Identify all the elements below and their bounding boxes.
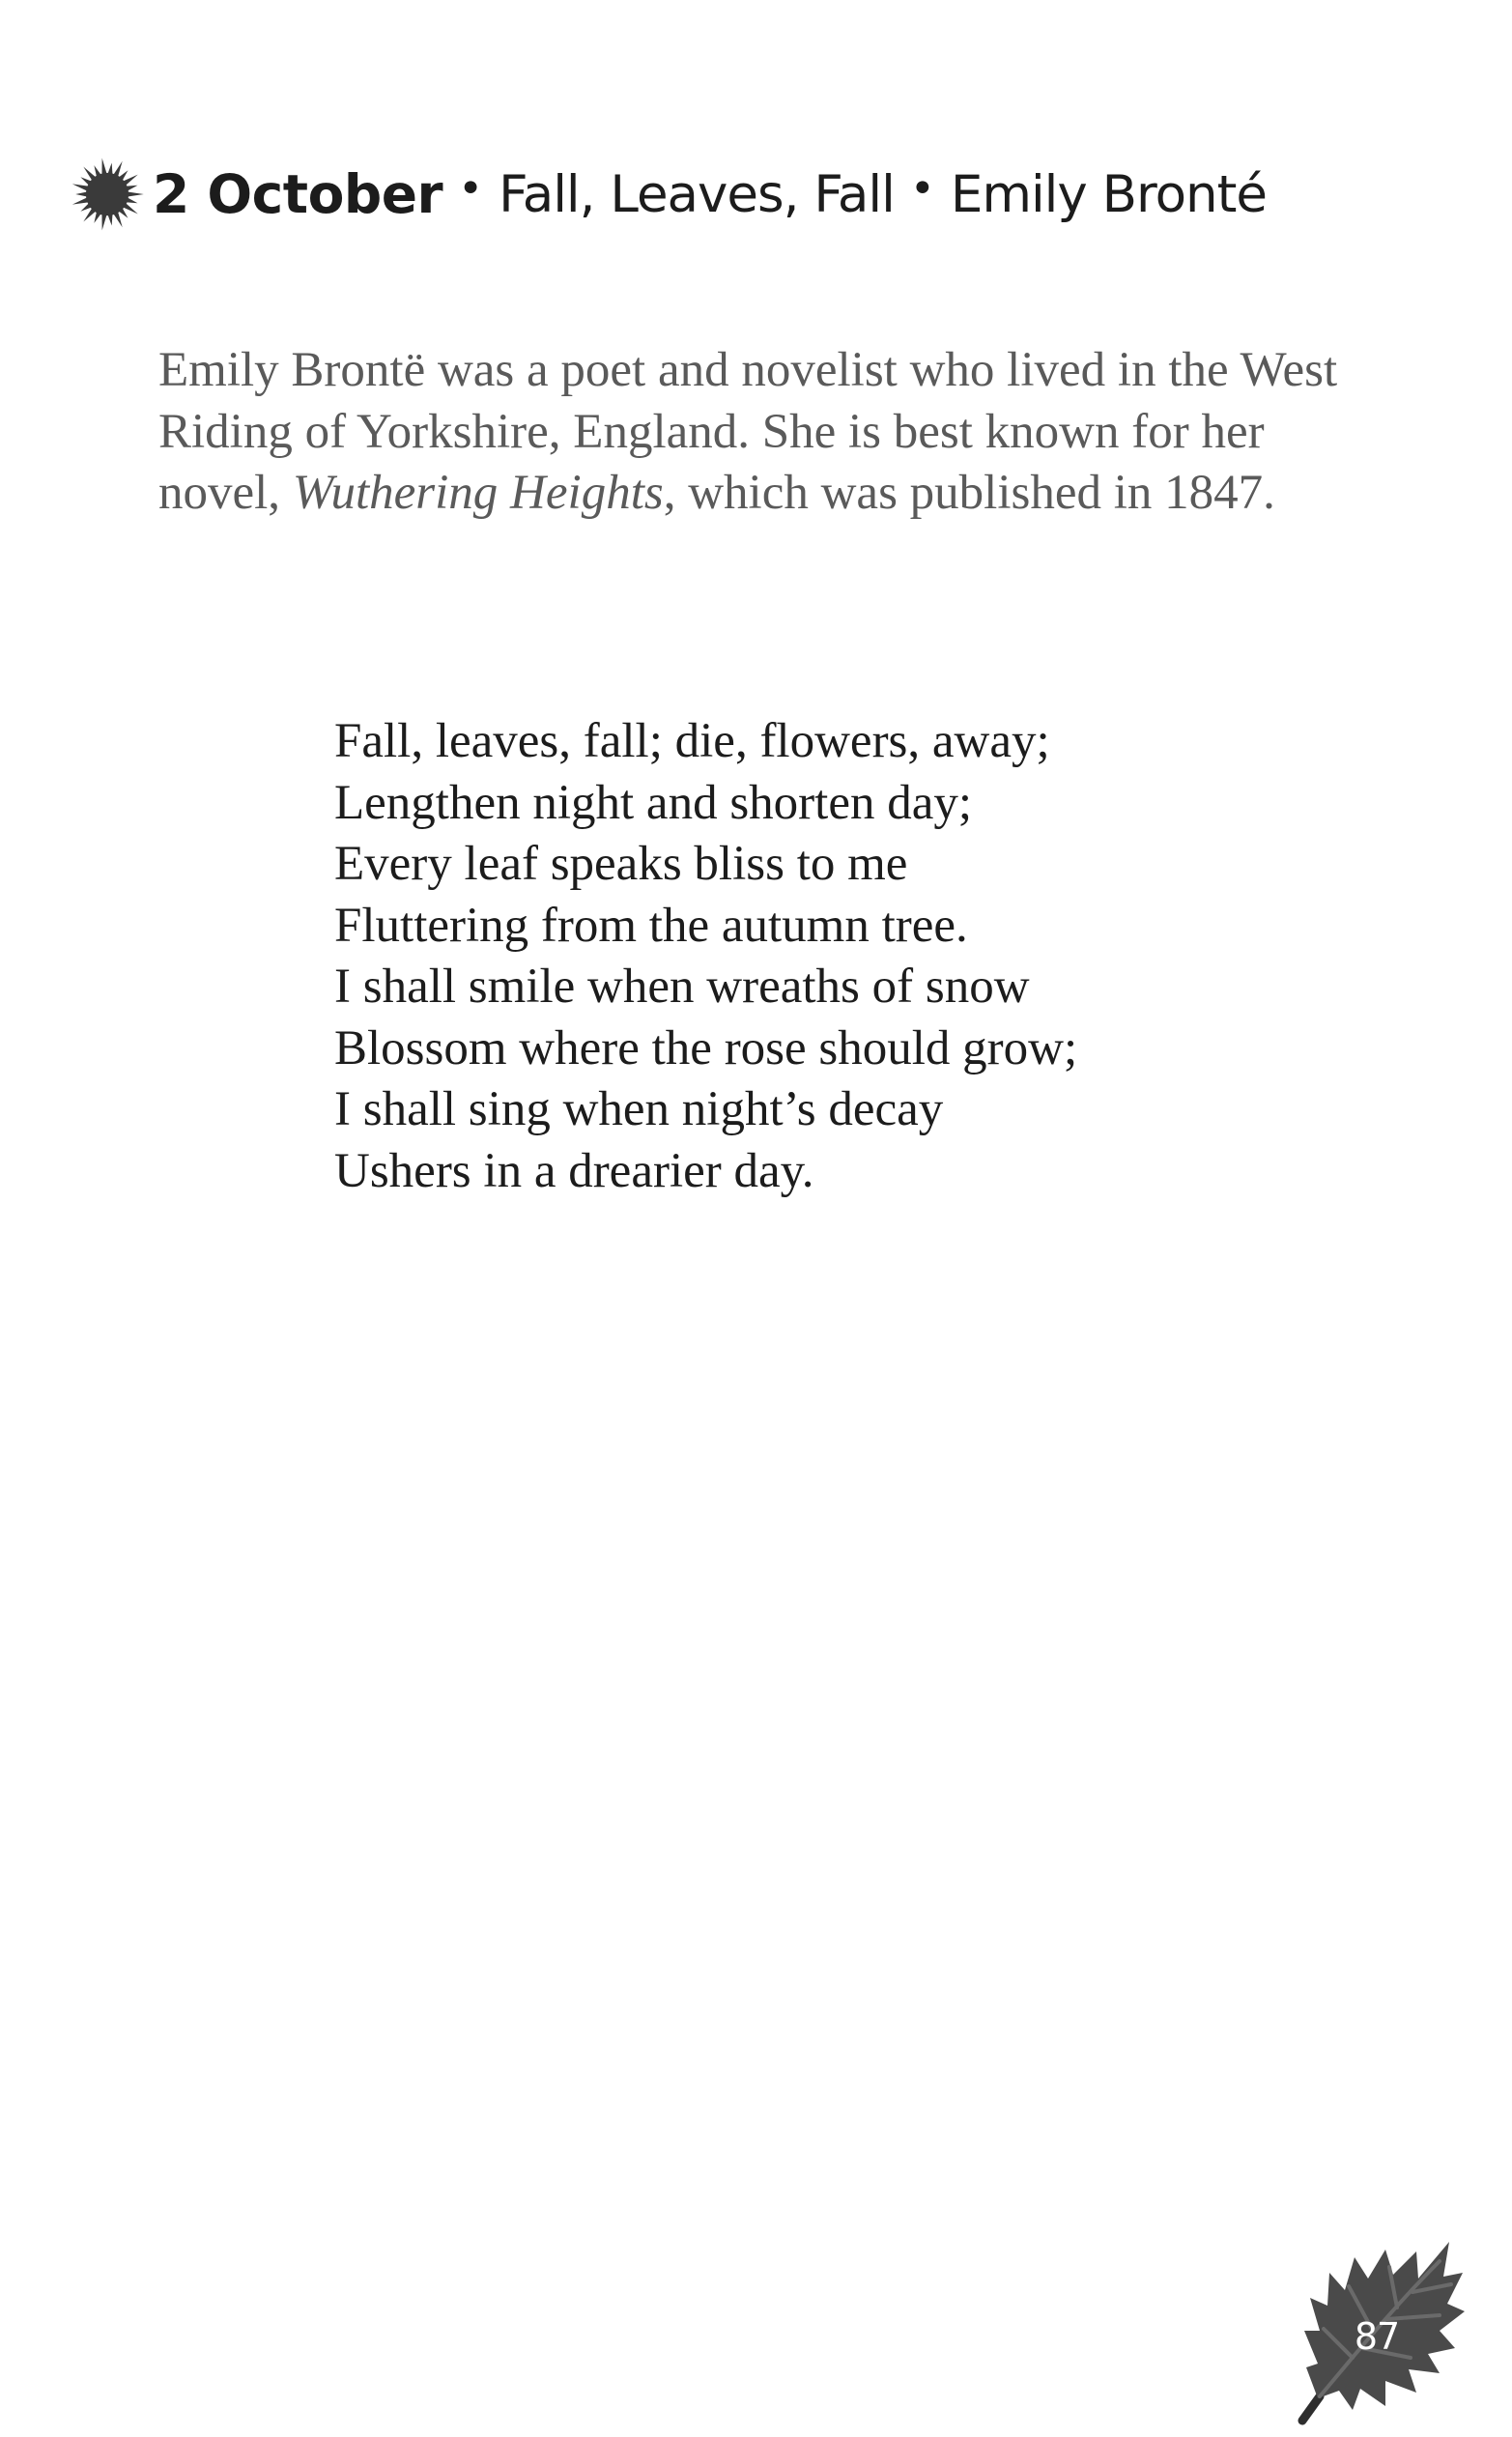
intro-text: Emily Brontë was a poet and novelist who lived in the West Riding of Yorkshire, England. She is best known for her novel,: [158, 343, 1338, 520]
poem-line: I shall sing when night’s decay: [334, 1082, 944, 1136]
sun-icon: [68, 155, 147, 234]
poem-title: Fall, Leaves, Fall: [499, 164, 895, 224]
page-footer: [1285, 2222, 1469, 2425]
author-intro: [158, 340, 1385, 525]
poem-line: Blossom where the rose should grow;: [334, 1020, 1078, 1075]
entry-date: 2 October: [153, 163, 443, 225]
header-separator: •: [458, 163, 484, 214]
poem-line: Ushers in a drearier day.: [334, 1143, 814, 1198]
header-separator: •: [909, 163, 935, 214]
poem-body: [334, 711, 1397, 1202]
novel-title: Wuthering Heights: [292, 466, 664, 520]
poem-line: Fluttering from the autumn tree.: [334, 898, 968, 953]
intro-text: , which was published in 1847.: [663, 466, 1275, 520]
poem-author: Emily Bronté: [950, 164, 1267, 224]
page-header: [68, 153, 1267, 236]
poem-line: I shall smile when wreaths of snow: [334, 960, 1030, 1014]
page-number: 87: [1354, 2315, 1400, 2358]
poem-line: Lengthen night and shorten day;: [334, 775, 973, 830]
poem-line: Fall, leaves, fall; die, flowers, away;: [334, 714, 1050, 768]
poem-line: Every leaf speaks bliss to me: [334, 837, 908, 891]
